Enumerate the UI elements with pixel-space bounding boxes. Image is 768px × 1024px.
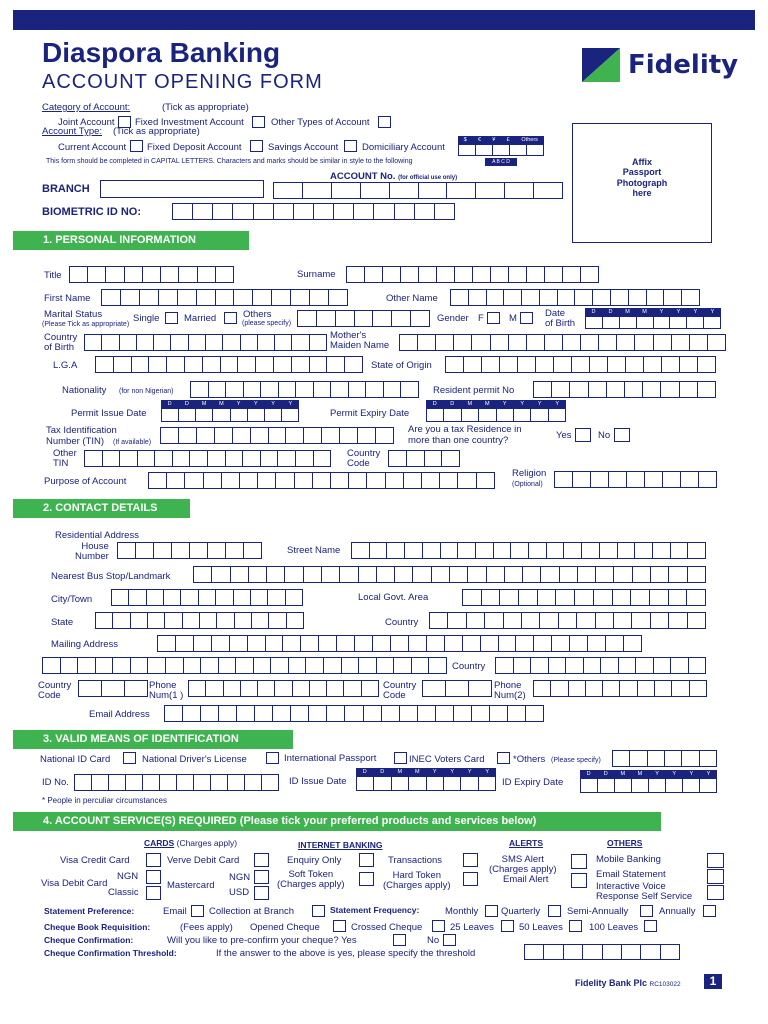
date-letter-d: D (450, 401, 455, 407)
page-number: 1 (704, 974, 722, 989)
email-statement-checkbox[interactable] (707, 869, 724, 884)
marital-others-field[interactable] (297, 310, 430, 327)
state-label: State (51, 617, 74, 628)
date-letter-d: D (591, 309, 596, 315)
visa-debit-classic-label: Classic (108, 887, 139, 898)
married-checkbox[interactable] (224, 312, 237, 324)
street-name-label: Street Name (287, 545, 341, 556)
date-letter-y: Y (655, 771, 659, 777)
permit-expiry-label: Permit Expiry Date (330, 408, 410, 419)
first-name-label: First Name (44, 293, 91, 304)
branch-field[interactable] (100, 180, 264, 198)
section-contact-details: 2. CONTACT DETAILS (13, 499, 190, 518)
biometric-label: BIOMETRIC ID NO: (42, 206, 141, 218)
visa-debit-ngn-checkbox[interactable] (146, 870, 161, 884)
religion-label: Religion (512, 468, 547, 479)
date-letter-y: Y (537, 401, 542, 407)
branch-label: BRANCH (42, 183, 90, 195)
visa-credit-checkbox[interactable] (146, 853, 161, 867)
marital-others-label: Others (243, 309, 272, 320)
mobile-banking-checkbox[interactable] (707, 853, 724, 868)
cheque-threshold-label: Cheque Confirmation Threshold: (44, 948, 177, 958)
marital-status-label: Marital Status (44, 309, 103, 320)
date-letter-y: Y (467, 769, 472, 775)
maiden-name-label: Mother's Maiden Name (330, 330, 390, 351)
single-label: Single (133, 313, 160, 324)
surname-label: Surname (297, 269, 336, 280)
other-tin-label: Other TIN (53, 448, 77, 469)
transactions-checkbox[interactable] (463, 853, 478, 867)
permit-issue-label: Permit Issue Date (71, 408, 147, 419)
enquiry-only-checkbox[interactable] (359, 853, 374, 867)
national-id-checkbox[interactable] (123, 752, 136, 764)
id-issue-date-field[interactable] (356, 776, 496, 791)
date-letter-y: Y (485, 769, 490, 775)
dob-field[interactable] (585, 316, 721, 329)
maiden-name-field[interactable] (399, 334, 726, 351)
date-letter-m: M (397, 769, 403, 775)
verve-debit-checkbox[interactable] (254, 853, 269, 867)
gender-m-label: M (509, 313, 517, 324)
date-letter-y: Y (710, 309, 715, 315)
hard-token-checkbox[interactable] (463, 872, 478, 886)
mastercard-ngn-checkbox[interactable] (254, 870, 269, 884)
leaves-50-checkbox[interactable] (569, 920, 582, 932)
other-name-label: Other Name (386, 293, 438, 304)
sms-alert-label: SMS Alert (Charges apply) (489, 854, 557, 875)
tax-resident-no-checkbox[interactable] (614, 428, 630, 442)
date-letter-d: D (380, 769, 385, 775)
gender-label: Gender (437, 313, 469, 324)
country-code-1-field[interactable] (78, 680, 148, 697)
fixed-deposit-checkbox[interactable] (250, 140, 263, 152)
date-letter-m: M (201, 401, 207, 407)
cheque-confirm-yes-checkbox[interactable] (393, 934, 406, 946)
gender-f-checkbox[interactable] (487, 312, 500, 324)
date-letter-y: Y (520, 401, 525, 407)
city-label: City/Town (51, 594, 93, 605)
mailing-country-field[interactable] (495, 657, 706, 674)
date-letter-y: Y (555, 401, 560, 407)
date-letter-d: D (167, 401, 172, 407)
mailing-address-label: Mailing Address (51, 639, 119, 650)
capital-letters-note: This form should be completed in CAPITAL LETTERS. Characters and marks should be similar in style to the following (46, 158, 413, 165)
dob-date-header (585, 308, 721, 316)
semi-annually-checkbox[interactable] (640, 905, 653, 917)
joint-account-label: Joint Account (58, 117, 115, 128)
married-label: Married (184, 313, 217, 324)
date-letter-d: D (362, 769, 367, 775)
visa-debit-ngn-label: NGN (117, 871, 139, 882)
cheque-threshold-question: If the answer to the above is yes, please specify the threshold (216, 948, 476, 959)
bus-stop-field[interactable] (193, 566, 706, 583)
religion-field[interactable] (554, 471, 717, 488)
monthly-checkbox[interactable] (485, 905, 498, 917)
dob-label: Date of Birth (545, 308, 576, 329)
purpose-label: Purpose of Account (44, 476, 127, 487)
marital-others-hint: (please specify) (242, 320, 292, 327)
fixed-investment-label: Fixed Investment Account (135, 117, 244, 128)
email-address-field[interactable] (164, 705, 544, 722)
id-footnote: * People in perculiar circumstances (42, 796, 167, 805)
permit-expiry-field[interactable] (426, 408, 566, 422)
internet-banking-heading: INTERNET BANKING (298, 840, 383, 850)
account-no-text: ACCOUNT No. (330, 171, 396, 182)
footer-bank-name: Fidelity Bank Plc (575, 978, 648, 988)
mobile-banking-label: Mobile Banking (596, 854, 661, 865)
statement-email-checkbox[interactable] (191, 905, 204, 917)
currency-eur: € (477, 137, 482, 143)
mailing-address-field-1[interactable] (157, 635, 642, 652)
form-title: Diaspora Banking (42, 37, 281, 68)
quarterly-label: Quarterly (501, 906, 541, 917)
country-code-field[interactable] (388, 450, 460, 467)
permit-issue-field[interactable] (161, 408, 299, 422)
date-letter-m: M (414, 769, 420, 775)
date-letter-y: Y (672, 771, 677, 777)
opened-cheque-checkbox[interactable] (333, 920, 346, 932)
date-letter-y: Y (689, 771, 694, 777)
mastercard-ngn-label: NGN (229, 872, 251, 883)
id-others-field[interactable] (612, 750, 717, 767)
date-letter-m: M (467, 401, 473, 407)
ivr-checkbox[interactable] (707, 885, 724, 900)
drivers-license-label: National Driver's License (142, 754, 247, 765)
date-letter-y: Y (254, 401, 258, 407)
id-expiry-date-header (580, 770, 717, 778)
nationality-label: Nationality (62, 385, 107, 396)
statement-email-label: Email (163, 906, 187, 917)
fidelity-logo-icon (580, 46, 622, 84)
visa-credit-label: Visa Credit Card (60, 855, 130, 866)
fixed-investment-checkbox[interactable] (252, 116, 265, 128)
sms-alert-checkbox[interactable] (571, 854, 587, 869)
date-letter-y: Y (706, 771, 711, 777)
state-of-origin-label: State of Origin (371, 360, 432, 371)
quarterly-checkbox[interactable] (548, 905, 561, 917)
cards-heading-text: CARDS (144, 838, 175, 848)
collection-branch-checkbox[interactable] (312, 905, 325, 917)
cheque-confirmation-label: Cheque Confirmation: (44, 935, 134, 945)
currency-usd: $ (463, 137, 467, 143)
mailing-country-label: Country (452, 661, 486, 672)
nationality-field[interactable] (190, 381, 419, 398)
title-field[interactable] (69, 266, 234, 283)
others-heading: OTHERS (607, 838, 643, 848)
date-letter-y: Y (676, 309, 681, 315)
savings-account-checkbox[interactable] (344, 140, 357, 152)
category-label: Category of Account: (42, 102, 131, 113)
tax-resident-yes-checkbox[interactable] (575, 428, 591, 442)
country-label: Country (385, 617, 419, 628)
surname-field[interactable] (346, 266, 599, 283)
date-letter-m: M (219, 401, 224, 407)
date-letter-y: Y (271, 401, 275, 407)
inec-card-label: INEC Voters Card (409, 754, 485, 765)
id-no-label: ID No. (42, 777, 69, 788)
mastercard-usd-label: USD (229, 887, 250, 898)
country-field[interactable] (429, 612, 706, 629)
current-account-checkbox[interactable] (130, 140, 143, 152)
drivers-license-checkbox[interactable] (266, 752, 279, 764)
id-expiry-date-label: ID Expiry Date (502, 777, 564, 788)
mailing-address-field-2[interactable] (42, 657, 447, 674)
transactions-label: Transactions (388, 855, 443, 866)
domiciliary-account-label: Domiciliary Account (362, 142, 445, 153)
section-identification: 3. VALID MEANS OF IDENTIFICATION (13, 730, 293, 749)
leaves-100-checkbox[interactable] (644, 920, 657, 932)
alerts-heading: ALERTS (509, 838, 543, 848)
date-letter-y: Y (659, 309, 664, 315)
phone-1-field[interactable] (188, 680, 379, 697)
currency-yen: ¥ (492, 137, 496, 143)
account-no-label (330, 172, 457, 182)
hard-token-label: Hard Token (Charges apply) (383, 870, 451, 891)
semi-annually-label: Semi-Annually (567, 906, 629, 917)
visa-debit-classic-checkbox[interactable] (146, 886, 161, 900)
intl-passport-checkbox[interactable] (394, 752, 407, 764)
leaves-100-label: 100 Leaves (589, 922, 639, 933)
phone-1-label: Phone Num(1 ) (149, 680, 184, 701)
cheque-threshold-field[interactable] (524, 944, 680, 960)
gender-m-checkbox[interactable] (520, 312, 533, 324)
cheque-confirm-no-label: No (427, 935, 440, 946)
soft-token-checkbox[interactable] (359, 872, 374, 886)
date-letter-y: Y (502, 401, 507, 407)
top-bar (13, 10, 755, 30)
country-code-2-field[interactable] (422, 680, 492, 697)
religion-hint: (Optional) (512, 481, 543, 488)
country-code-1-label: Country Code (38, 680, 72, 701)
savings-account-label: Savings Account (268, 142, 339, 153)
date-letter-y: Y (236, 401, 241, 407)
cheque-confirmation-question: Will you like to pre-confirm your cheque? Yes (167, 935, 357, 946)
date-letter-d: D (608, 309, 613, 315)
form-subtitle: ACCOUNT OPENING FORM (42, 71, 323, 93)
date-letter-y: Y (432, 769, 437, 775)
account-type-label: Account Type: (42, 126, 103, 137)
phone-2-label: Phone Num(2) (494, 680, 526, 701)
annually-label: Annually (659, 906, 696, 917)
date-letter-d: D (586, 771, 591, 777)
house-number-label: House Number (75, 541, 109, 562)
category-hint: (Tick as appropriate) (162, 102, 249, 113)
date-letter-d: D (603, 771, 608, 777)
street-name-field[interactable] (351, 542, 706, 559)
first-name-field[interactable] (101, 289, 348, 306)
house-number-field[interactable] (117, 542, 262, 559)
local-govt-label: Local Govt. Area (358, 592, 429, 603)
date-letter-m: M (642, 309, 647, 315)
city-field[interactable] (111, 589, 303, 606)
lga-label: L.G.A (53, 360, 78, 371)
other-types-label: Other Types of Account (271, 117, 370, 128)
date-letter-y: Y (693, 309, 698, 315)
phone-2-field[interactable] (533, 680, 707, 697)
tin-hint: (If available) (113, 439, 152, 446)
country-of-birth-label: Country of Birth (44, 332, 78, 353)
brand-name: Fidelity (628, 50, 739, 80)
state-field[interactable] (95, 612, 304, 629)
crossed-cheque-checkbox[interactable] (432, 920, 445, 932)
account-type-hint: (Tick as appropriate) (113, 126, 200, 137)
crossed-cheque-label: Crossed Cheque (351, 922, 423, 933)
id-others-hint: (Please specify) (551, 757, 601, 764)
cards-heading (144, 839, 237, 848)
gender-f-label: F (478, 313, 484, 324)
statement-preference-label: Statement Preference: (44, 906, 135, 916)
date-letter-d: D (184, 401, 189, 407)
fixed-deposit-label: Fixed Deposit Account (147, 142, 242, 153)
country-code-2-label: Country Code (383, 680, 417, 701)
cheque-confirm-no-checkbox[interactable] (443, 934, 456, 946)
email-statement-label: Email Statement (596, 869, 666, 880)
leaves-50-label: 50 Leaves (519, 922, 563, 933)
date-letter-m: M (484, 401, 490, 407)
id-no-field[interactable] (74, 774, 279, 791)
other-tin-field[interactable] (84, 450, 331, 467)
currency-others: Others (521, 137, 538, 143)
title-label: Title (44, 270, 62, 281)
local-govt-field[interactable] (462, 589, 706, 606)
visa-debit-label: Visa Debit Card (41, 878, 108, 889)
tin-label: Tax Identification Number (TIN) (46, 425, 117, 447)
statement-frequency-label: Statement Frequency: (330, 905, 420, 915)
resident-permit-field[interactable] (533, 381, 716, 398)
section-account-services: 4. ACCOUNT SERVICE(S) REQUIRED (Please tick your preferred products and services below) (13, 812, 661, 831)
residential-address-label: Residential Address (55, 530, 139, 541)
ivr-label: Interactive Voice Response Self Service (596, 881, 693, 902)
id-others-label: *Others (513, 754, 546, 765)
currency-gbp: £ (506, 137, 510, 143)
inec-card-checkbox[interactable] (497, 752, 510, 764)
id-expiry-date-field[interactable] (580, 778, 717, 793)
account-no-boxes[interactable] (273, 182, 563, 199)
date-letter-m: M (620, 771, 626, 777)
id-issue-date-header (356, 768, 496, 776)
state-of-origin-field[interactable] (445, 356, 716, 373)
date-letter-d: D (432, 401, 437, 407)
date-letter-y: Y (288, 401, 293, 407)
current-account-label: Current Account (58, 142, 127, 153)
intl-passport-label: International Passport (284, 753, 377, 764)
permit-expiry-header (426, 400, 566, 408)
cheque-fees-label: (Fees apply) (180, 922, 233, 933)
soft-token-label: Soft Token (Charges apply) (277, 869, 345, 890)
date-letter-y: Y (450, 769, 455, 775)
other-types-checkbox[interactable] (378, 116, 391, 128)
currency-header (458, 136, 544, 144)
cards-hint: (Charges apply) (176, 838, 238, 848)
nationality-hint: (for non Nigerian) (119, 388, 174, 395)
id-issue-date-label: ID Issue Date (289, 776, 347, 787)
passport-instruction: Affix Passport Photograph here (616, 157, 668, 199)
cheque-book-label: Cheque Book Requisition: (44, 922, 151, 932)
leaves-25-label: 25 Leaves (450, 922, 494, 933)
permit-issue-header (161, 400, 299, 408)
email-address-label: Email Address (89, 709, 150, 720)
currency-boxes[interactable] (458, 144, 544, 156)
sample-letters: A B C D (485, 158, 517, 166)
email-alert-label: Email Alert (503, 874, 549, 885)
section-personal-information: 1. PERSONAL INFORMATION (13, 231, 249, 250)
tax-resident-no-label: No (598, 430, 611, 441)
footer-bank (575, 979, 681, 989)
email-alert-checkbox[interactable] (571, 873, 587, 888)
national-id-label: National ID Card (40, 754, 111, 765)
enquiry-only-label: Enquiry Only (287, 855, 342, 866)
collection-branch-label: Collection at Branch (209, 906, 295, 917)
footer-rc: RC103022 (649, 981, 681, 988)
tin-field[interactable] (160, 427, 394, 444)
other-name-field[interactable] (450, 289, 700, 306)
date-letter-m: M (625, 309, 630, 315)
tax-resident-yes-label: Yes (556, 430, 572, 441)
mastercard-label: Mastercard (167, 880, 215, 891)
single-checkbox[interactable] (165, 312, 178, 324)
bus-stop-label: Nearest Bus Stop/Landmark (51, 571, 171, 582)
marital-hint: (Please Tick as appropriate) (42, 321, 130, 328)
mastercard-usd-checkbox[interactable] (254, 886, 269, 900)
verve-debit-label: Verve Debit Card (167, 855, 240, 866)
purpose-field[interactable] (148, 472, 495, 489)
opened-cheque-label: Opened Cheque (250, 922, 320, 933)
monthly-label: Monthly (445, 906, 479, 917)
biometric-boxes[interactable] (172, 203, 455, 220)
lga-field[interactable] (95, 356, 363, 373)
annually-checkbox[interactable] (703, 905, 716, 917)
tax-resident-question: Are you a tax Residence in more than one country? (408, 424, 522, 446)
country-code-label: Country Code (347, 448, 381, 469)
resident-permit-label: Resident permit No (433, 385, 515, 396)
date-letter-m: M (637, 771, 643, 777)
leaves-25-checkbox[interactable] (501, 920, 514, 932)
account-no-hint: (for official use only) (398, 175, 458, 181)
country-of-birth-field[interactable] (84, 334, 327, 351)
